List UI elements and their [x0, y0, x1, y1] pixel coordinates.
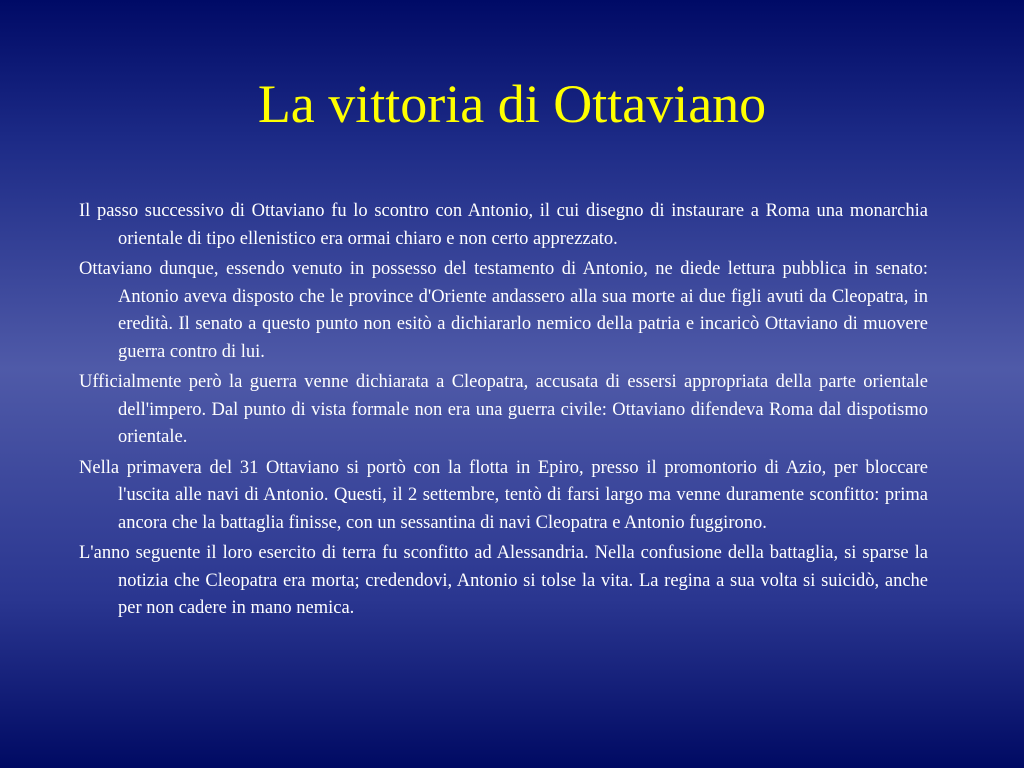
slide-title: La vittoria di Ottaviano: [257, 74, 767, 134]
paragraph-3: Ufficialmente però la guerra venne dichiarata a Cleopatra, accusata di essersi appropriata della parte orientale dell'impero. Dal punto di vista formale non era una guerra civile: Ottaviano difendeva Roma dal dispotismo orientale.: [79, 372, 928, 447]
slide-body: [79, 198, 928, 626]
paragraph-1: Il passo successivo di Ottaviano fu lo scontro con Antonio, il cui disegno di instaurare a Roma una monarchia orientale di tipo ellenistico era ormai chiaro e non certo apprezzato.: [79, 201, 928, 249]
paragraph-5: L'anno seguente il loro esercito di terra fu sconfitto ad Alessandria. Nella confusione della battaglia, si sparse la notizia che Cleopatra era morta; credendovi, Antonio si tolse la vita. La regina a sua volta si suicidò, anche per non cadere in mano nemica.: [79, 543, 928, 618]
paragraph-2: Ottaviano dunque, essendo venuto in possesso del testamento di Antonio, ne diede lettura pubblica in senato: Antonio aveva disposto che le province d'Oriente andassero alla sua morte ai due figli avuti da Cleopatra, in eredità. Il senato a questo punto non esitò a dichiararlo nemico della patria e incaricò Ottaviano di muovere guerra contro di lui.: [79, 259, 928, 362]
paragraph-4: Nella primavera del 31 Ottaviano si portò con la flotta in Epiro, presso il promontorio di Azio, per bloccare l'uscita alle navi di Antonio. Questi, il 2 settembre, tentò di farsi largo ma venne duramente sconfitto: prima ancora che la battaglia finisse, con un sessantina di navi Cleopatra e Antonio fuggirono.: [79, 457, 928, 533]
